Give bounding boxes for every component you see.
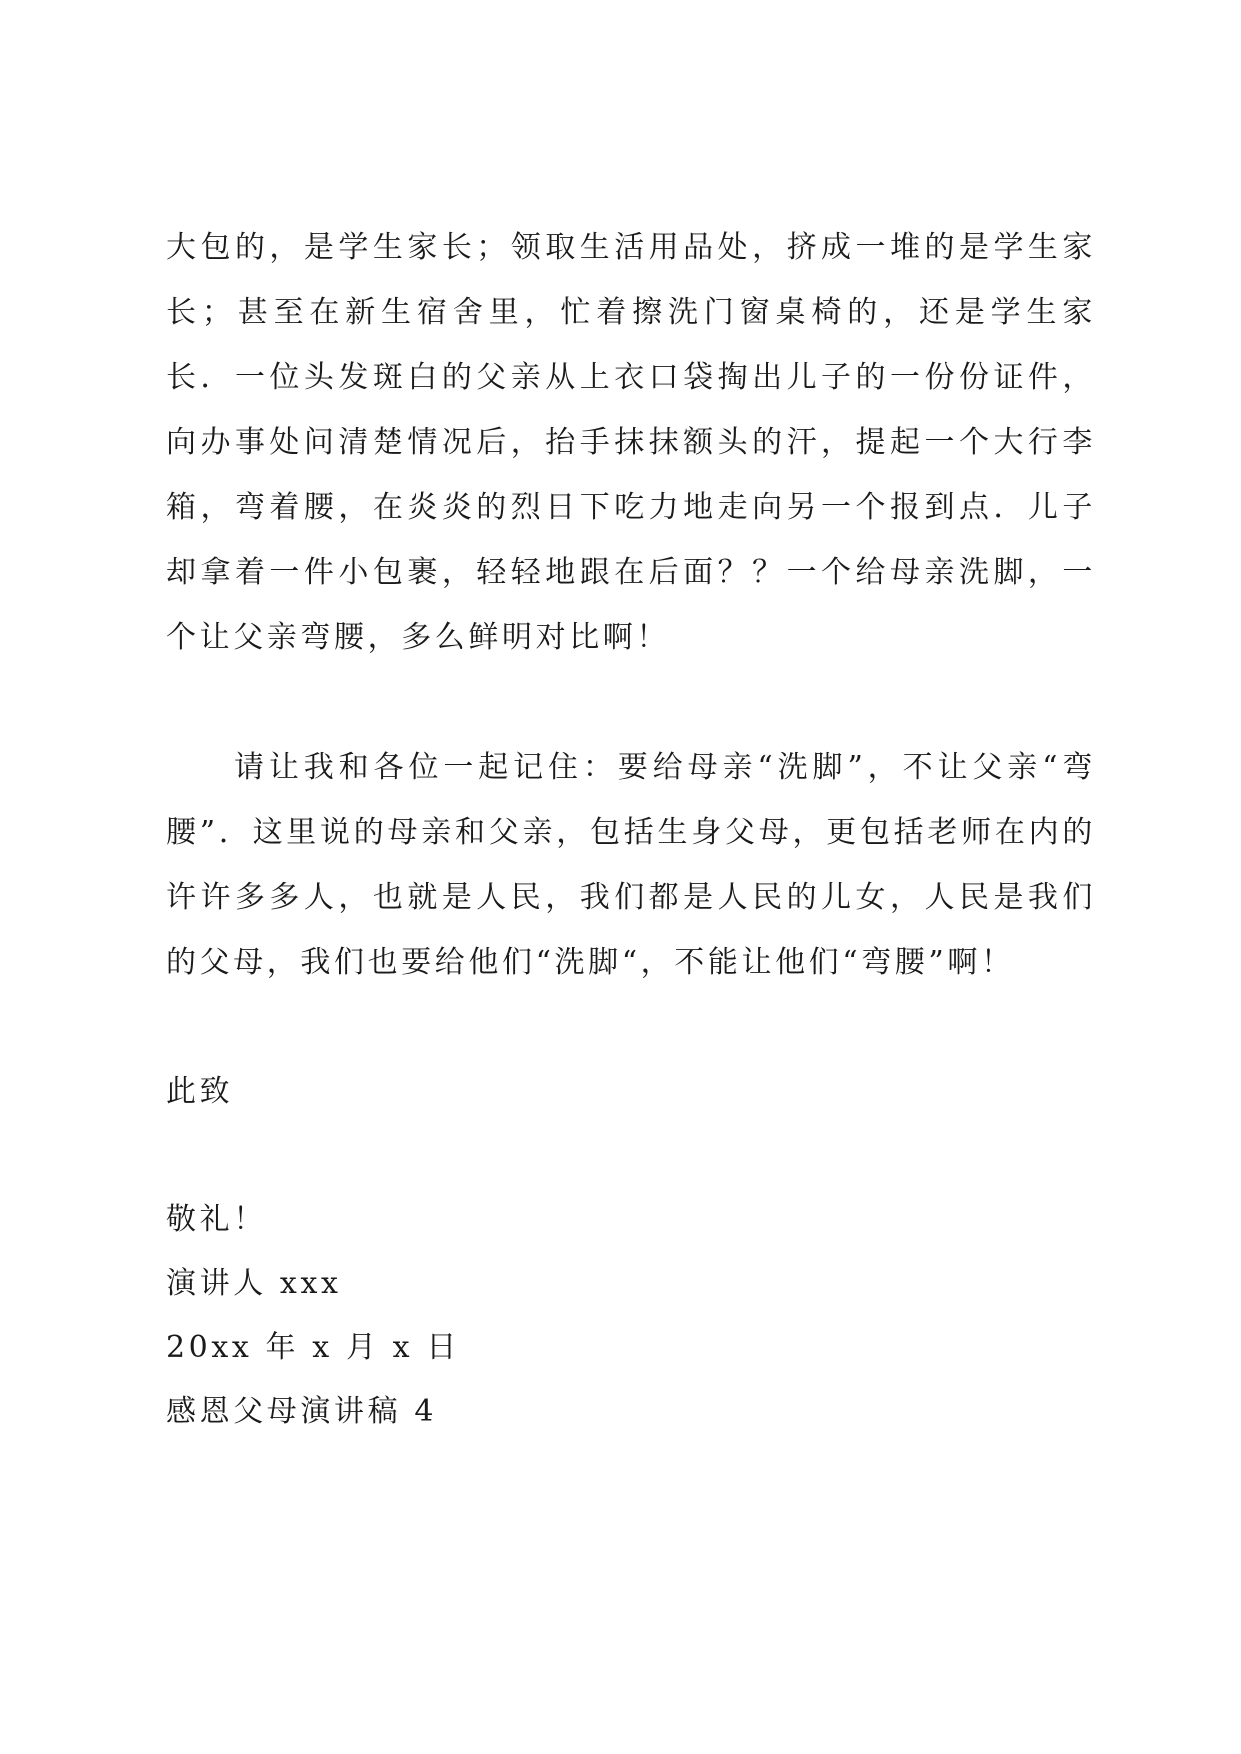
body-paragraph-1: 大包的，是学生家长；领取生活用品处，挤成一堆的是学生家长；甚至在新生宿舍里，忙着擦洗门窗桌椅的，还是学生家长．一位头发斑白的父亲从上衣口袋掏出儿子的一份份证件，向办事处问清楚情况后，抬手抹抹额头的汗，提起一个大行李箱，弯着腰，在炎炎的烈日下吃力地走向另一个报到点．儿子却拿着一件小包裹，轻轻地跟在后面？？一个给母亲洗脚，一个让父亲弯腰，多么鲜明对比啊！	[166, 230, 1096, 655]
letter-closing: 此致	[166, 1074, 234, 1109]
speaker-signature: 演讲人 xxx	[166, 1266, 342, 1301]
body-paragraph-2: 请让我和各位一起记住：要给母亲“洗脚”，不让父亲“弯腰”．这里说的母亲和父亲，包括生身父母，更包括老师在内的许许多多人，也就是人民，我们都是人民的儿女，人民是我们的父母，我们也要给他们“洗脚“，不能让他们“弯腰”啊！	[166, 750, 1096, 980]
signature-date: 20xx 年 x 月 x 日	[166, 1330, 460, 1365]
letter-greeting: 敬礼！	[166, 1202, 267, 1237]
next-section-title: 感恩父母演讲稿 4	[166, 1394, 438, 1429]
